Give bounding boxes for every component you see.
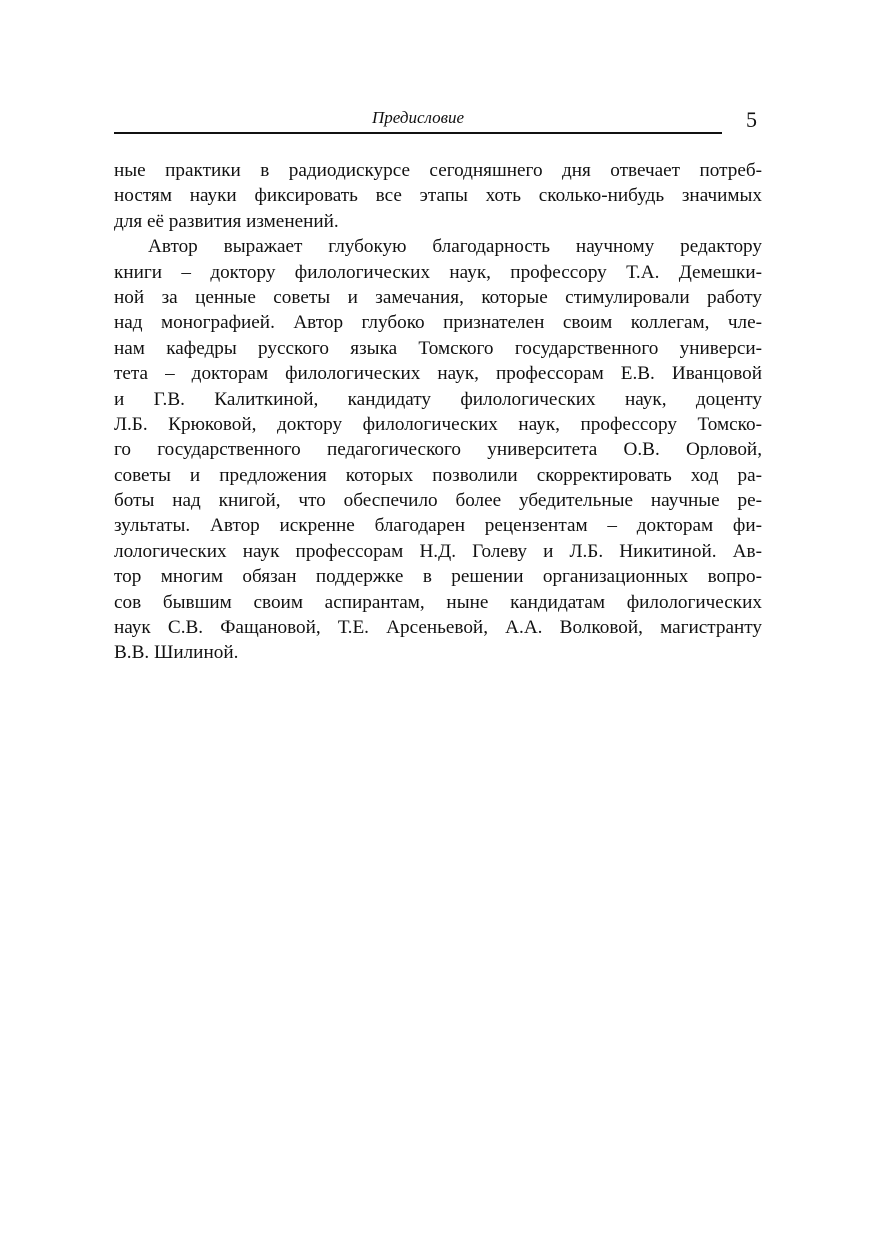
text-line: ной за ценные советы и замечания, которые стимулировали работу bbox=[114, 286, 762, 308]
text-line: над монографией. Автор глубоко признателен своим коллегам, чле- bbox=[114, 312, 762, 334]
body-text bbox=[114, 158, 762, 666]
text-line: нам кафедры русского языка Томского государственного универси- bbox=[114, 337, 762, 359]
running-title: Предисловие bbox=[371, 108, 465, 127]
text-line: и Г.В. Калиткиной, кандидату филологических наук, доценту bbox=[114, 388, 762, 410]
text-line: Автор выражает глубокую благодарность научному редактору bbox=[148, 236, 762, 258]
text-line: зультаты. Автор искренне благодарен рецензентам – докторам фи- bbox=[114, 515, 762, 537]
text-line: советы и предложения которых позволили скорректировать ход ра- bbox=[114, 464, 762, 486]
text-line: ностям науки фиксировать все этапы хоть сколько-нибудь значимых bbox=[114, 185, 762, 207]
text-line: для её развития изменений. bbox=[114, 210, 339, 232]
text-line: боты над книгой, что обеспечило более убедительные научные ре- bbox=[114, 490, 762, 512]
text-line: сов бывшим своим аспирантам, ныне кандидатам филологических bbox=[114, 591, 762, 613]
text-line: книги – доктору филологических наук, профессору Т.А. Демешки- bbox=[114, 261, 762, 283]
text-line: наук С.В. Фащановой, Т.Е. Арсеньевой, А.А. Волковой, магистранту bbox=[114, 617, 762, 639]
paragraph-1 bbox=[114, 158, 762, 234]
text-line: тор многим обязан поддержке в решении организационных вопро- bbox=[114, 566, 762, 588]
text-line: В.В. Шилиной. bbox=[114, 642, 239, 664]
text-line: лологических наук профессорам Н.Д. Голеву и Л.Б. Никитиной. Ав- bbox=[114, 540, 762, 562]
running-header bbox=[114, 104, 722, 134]
text-line: ные практики в радиодискурсе сегодняшнего дня отвечает потреб- bbox=[114, 160, 762, 181]
page-number: 5 bbox=[746, 107, 757, 132]
text-line: го государственного педагогического университета О.В. Орловой, bbox=[114, 439, 762, 461]
text-line: Л.Б. Крюковой, доктору филологических наук, профессору Томско- bbox=[114, 413, 762, 435]
paragraph-2 bbox=[114, 234, 762, 666]
text-line: тета – докторам филологических наук, профессорам Е.В. Иванцовой bbox=[114, 363, 762, 385]
